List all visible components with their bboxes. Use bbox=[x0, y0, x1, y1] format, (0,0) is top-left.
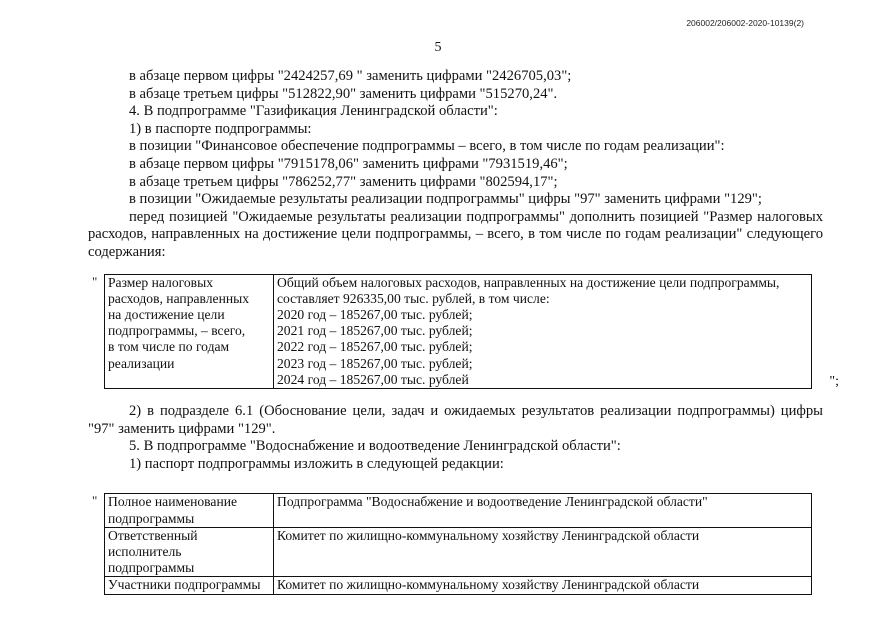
paragraph: в абзаце третьем цифры "786252,77" заменить цифрами "802594,17"; bbox=[129, 173, 558, 190]
table-row bbox=[105, 274, 812, 388]
table-label-cell: Полное наименование подпрограммы bbox=[105, 494, 274, 527]
cell-line: составляет 926335,00 тыс. рублей, в том числе: bbox=[277, 290, 550, 306]
table-value-cell bbox=[274, 274, 812, 388]
table-close-quote: "; bbox=[829, 374, 839, 390]
cell-line: в том числе по годам bbox=[108, 339, 230, 355]
table-label-cell: Участники подпрограммы bbox=[105, 577, 274, 594]
table-value-cell: Подпрограмма "Водоснабжение и водоотведение Ленинградской области" bbox=[274, 494, 812, 527]
cell-line: 2020 год – 185267,00 тыс. рублей; bbox=[277, 306, 473, 322]
paragraph: 1) паспорт подпрограммы изложить в следующей редакции: bbox=[129, 455, 504, 472]
paragraph: в абзаце третьем цифры "512822,90" заменить цифрами "515270,24". bbox=[129, 85, 558, 102]
tax-expenditure-table-block bbox=[88, 273, 839, 390]
cell-line: на достижение цели bbox=[108, 306, 225, 322]
cell-line: 2022 год – 185267,00 тыс. рублей; bbox=[277, 339, 473, 355]
paragraph: перед позицией "Ожидаемые результаты реализации подпрограммы" дополнить позицией "Размер налоговых расходов, направленных на достижение цели подпрограммы, – всего, в том числе по годам реализации" следующего содержания: bbox=[88, 208, 823, 260]
paragraph: 4. В подпрограмме "Газификация Ленинградской области": bbox=[129, 103, 498, 120]
table-value-cell: Комитет по жилищно-коммунальному хозяйству Ленинградской области bbox=[274, 527, 812, 577]
cell-line: 2021 год – 185267,00 тыс. рублей; bbox=[277, 323, 473, 339]
paragraph: 2) в подразделе 6.1 (Обоснование цели, задач и ожидаемых результатов реализации подпрограммы) цифры "97" заменить цифрами "129". bbox=[88, 402, 823, 437]
table-row bbox=[105, 494, 812, 527]
cell-line: Размер налоговых bbox=[108, 274, 213, 290]
subprogram-passport-table bbox=[104, 493, 812, 594]
paragraph: 1) в паспорте подпрограммы: bbox=[129, 120, 312, 137]
document-id: 206002/206002-2020-10139(2) bbox=[686, 18, 804, 28]
paragraph: 5. В подпрограмме "Водоснабжение и водоотведение Ленинградской области": bbox=[129, 438, 621, 455]
table-value-cell: Комитет по жилищно-коммунальному хозяйству Ленинградской области bbox=[274, 577, 812, 594]
table-open-quote: " bbox=[92, 493, 98, 509]
paragraph: в позиции "Ожидаемые результаты реализации подпрограммы" цифры "97" заменить цифрами "129"; bbox=[129, 191, 762, 208]
passport-table-block bbox=[88, 493, 823, 594]
cell-line: 2024 год – 185267,00 тыс. рублей bbox=[277, 371, 469, 387]
page-number: 5 bbox=[434, 40, 442, 55]
cell-line: подпрограммы, – всего, bbox=[108, 323, 246, 339]
paragraph: в абзаце первом цифры "2424257,69 " заменить цифрами "2426705,03"; bbox=[129, 68, 572, 84]
table-open-quote: " bbox=[92, 273, 98, 289]
table-row bbox=[105, 577, 812, 594]
paragraph: в абзаце первом цифры "7915178,06" заменить цифрами "7931519,46"; bbox=[129, 155, 568, 172]
table-label-cell bbox=[105, 274, 274, 388]
table-row bbox=[105, 527, 812, 577]
cell-line: расходов, направленных bbox=[108, 290, 250, 306]
cell-line: 2023 год – 185267,00 тыс. рублей; bbox=[277, 355, 473, 371]
cell-line: Общий объем налоговых расходов, направленных на достижение цели подпрограммы, bbox=[277, 274, 780, 290]
cell-line: реализации bbox=[108, 355, 175, 371]
paragraph: в позиции "Финансовое обеспечение подпрограммы – всего, в том числе по годам реализации": bbox=[129, 138, 725, 155]
table-label-cell: Ответственный исполнитель подпрограммы bbox=[105, 527, 274, 577]
tax-expenditure-table bbox=[104, 274, 812, 389]
document-body bbox=[88, 68, 839, 595]
